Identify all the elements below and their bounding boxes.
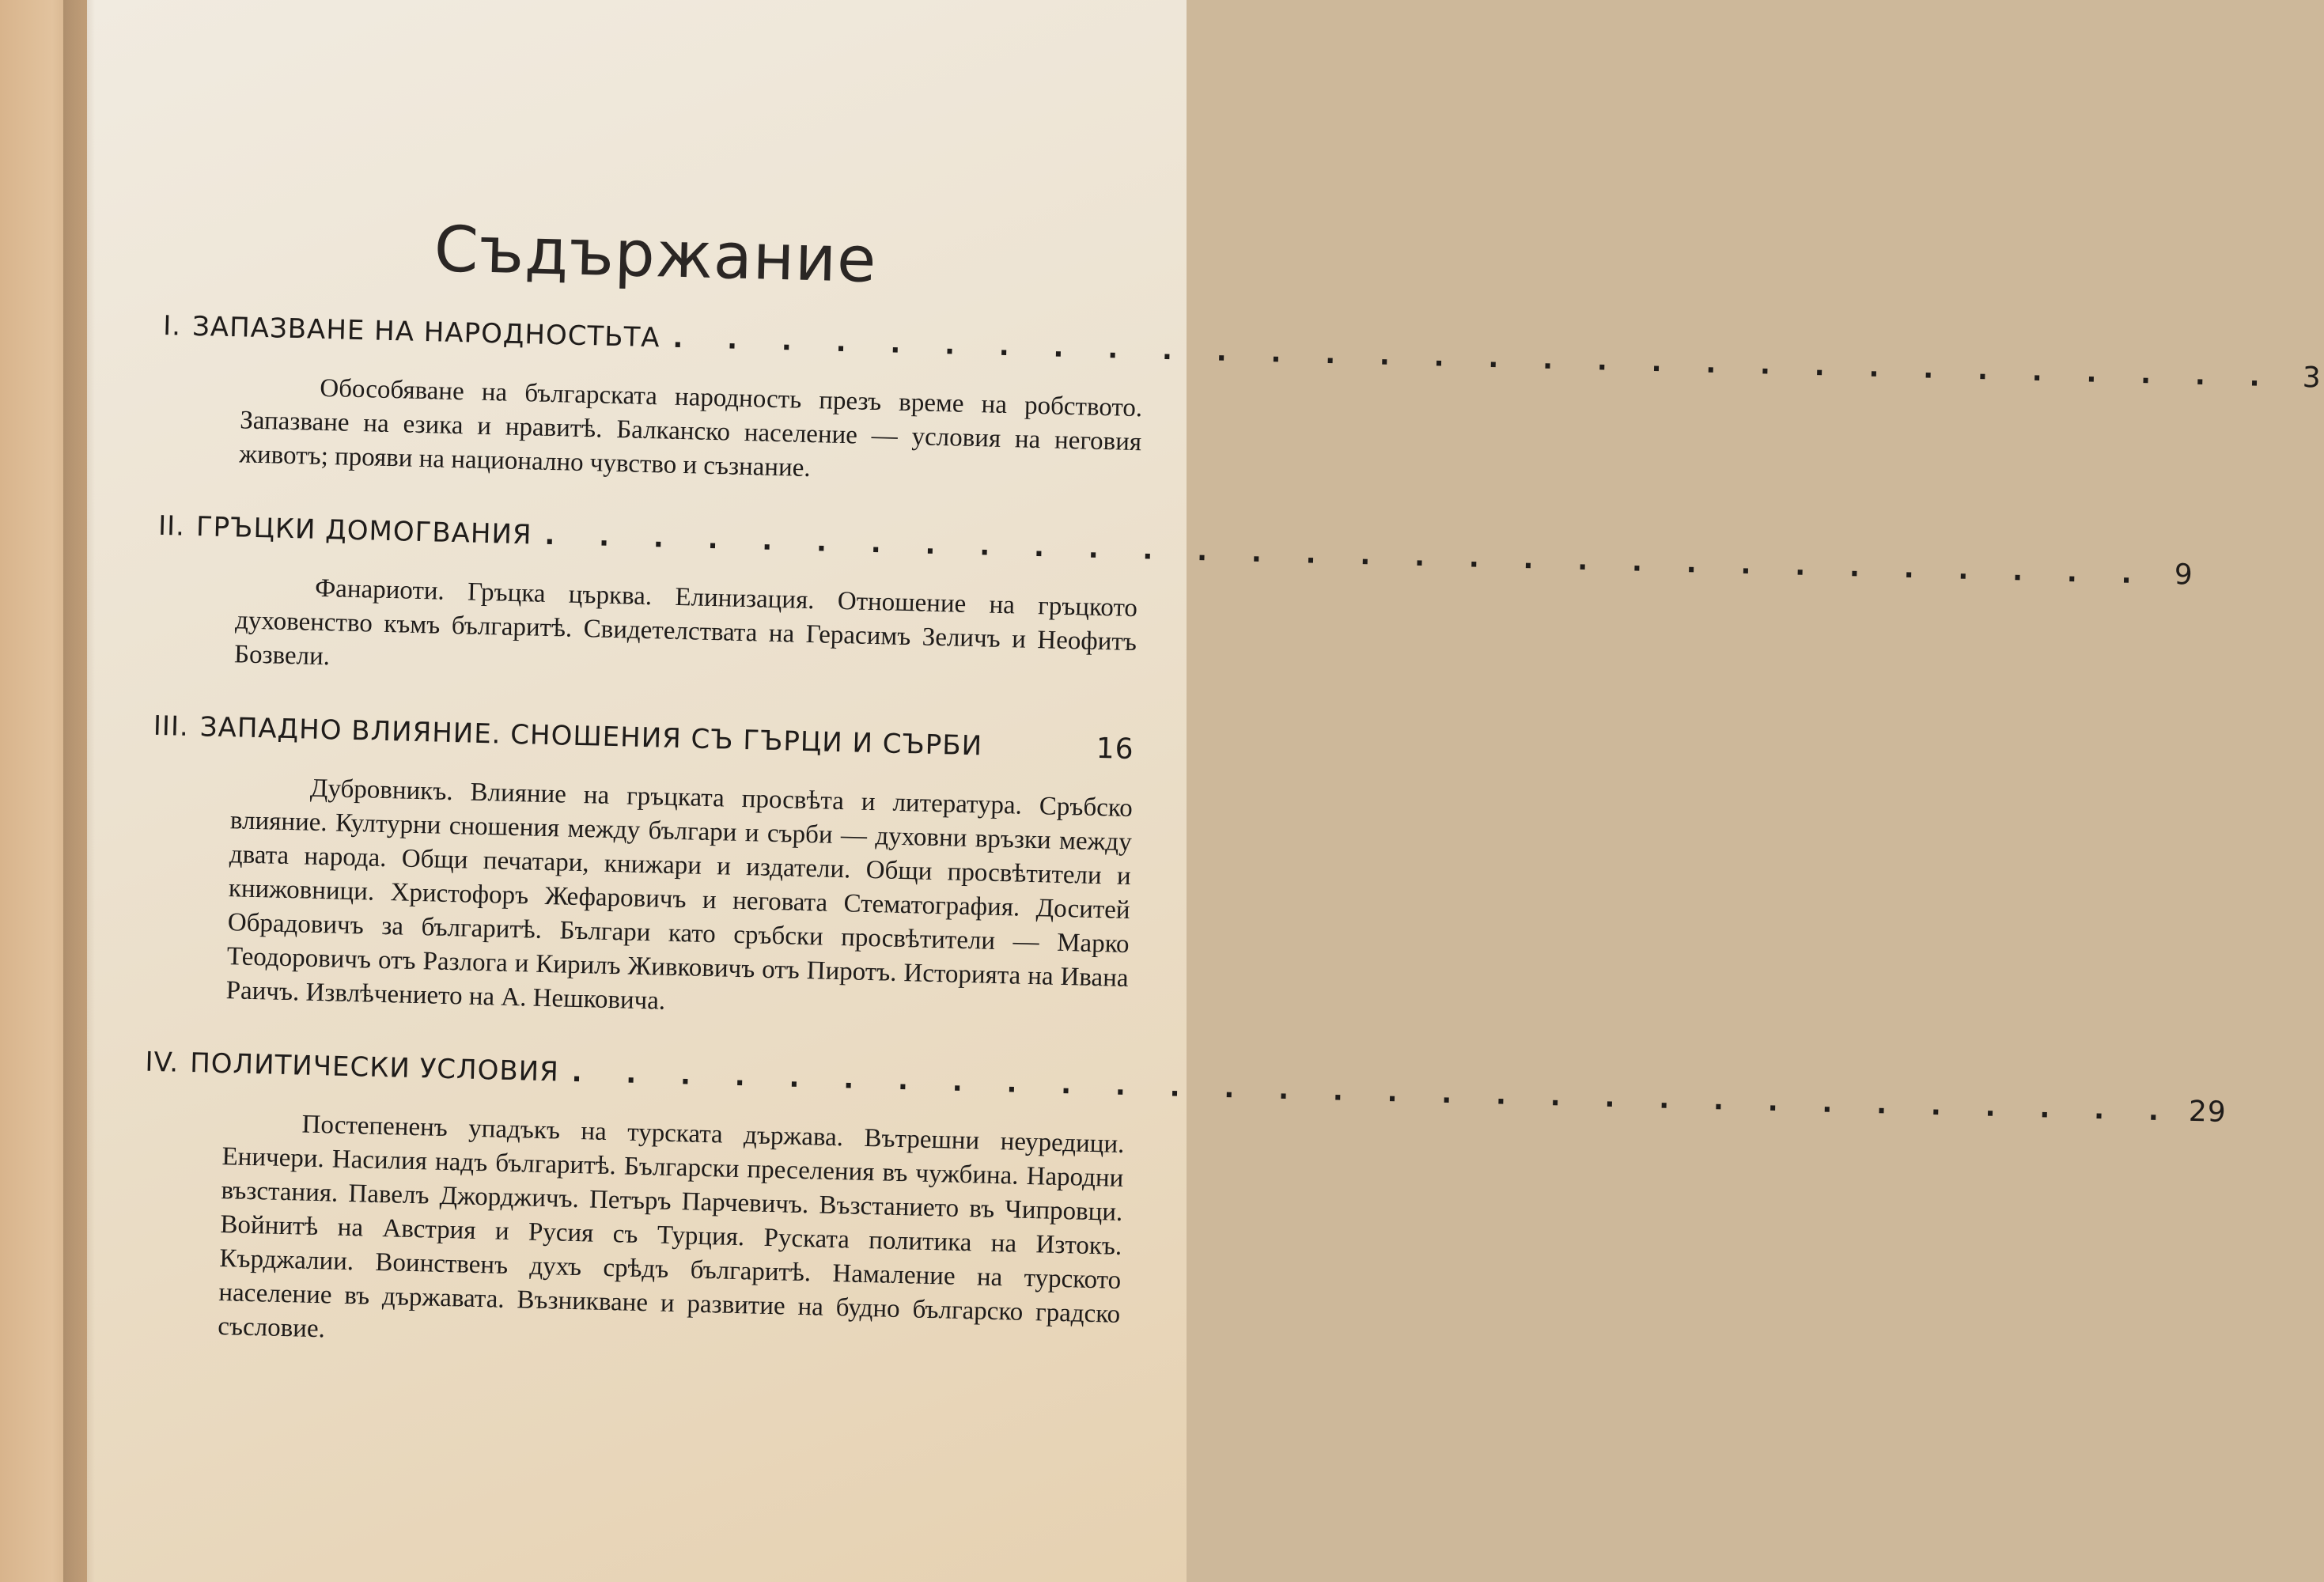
dot-leader: . . . . . . . . . . . . . . . . . . . . . . . . . . . . . . xyxy=(544,519,2150,591)
section-page-number: 29 xyxy=(2188,1095,2227,1129)
table-of-contents xyxy=(138,206,2322,1406)
toc-heading xyxy=(145,1046,2227,1129)
section-description: Обособяване на българската народность презъ време на робството. Запазване на езика и нравитѣ. Балканско население — условия на неговия животъ; прояви на национално чувство и съзнание. xyxy=(238,373,1143,483)
section-title: ПОЛИТИЧЕСКИ УСЛОВИЯ xyxy=(189,1047,560,1088)
section-page-number: 9 xyxy=(2174,558,2194,592)
section-number: I. xyxy=(162,309,182,343)
page-gutter-shadow xyxy=(63,0,95,1582)
toc-heading xyxy=(153,710,1134,766)
section-title: ЗАПАДНО ВЛИЯНИЕ. СНОШЕНИЯ СЪ ГЪРЦИ И СЪРБИ xyxy=(199,711,983,763)
dot-leader: . . . . . . . . . . . . . . . . . . . . . . . . . . . . . . xyxy=(571,1056,2177,1128)
toc-heading xyxy=(162,309,2322,395)
dot-leader xyxy=(995,755,1084,758)
book-page xyxy=(87,0,2322,1582)
section-number: IV. xyxy=(145,1046,180,1079)
section-description: Постепененъ упадъкъ на турската държава. Вътрешни неуредици. Еничери. Насилия надъ българитѣ. Български преселения въ чужбина. Народни възстания. Павелъ Джорджичъ. Петъръ Парчевичъ. Възстанието въ Чипровци. Войнитѣ на Австрия и Русия съ Турция. Руската политика на Изтокъ. Кърджалии. Воинственъ духъ срѣдъ българитѣ. Намаление на турското население въ държавата. Възникване и развитие на будно българско градско съсловие. xyxy=(217,1110,1125,1344)
toc-section-2 xyxy=(155,509,2194,694)
section-page-number: 3 xyxy=(2302,361,2322,395)
section-title: ГРЪЦКИ ДОМОГВАНИЯ xyxy=(195,511,533,551)
section-title: ЗАПАЗВАНЕ НА НАРОДНОСТЬТА xyxy=(191,310,661,354)
section-page-number: 16 xyxy=(1096,732,1135,766)
toc-section-1 xyxy=(160,309,2322,494)
section-description: Фанариоти. Гръцка църква. Елинизация. Отношение на гръцкото духовенство къмъ българитѣ. Свидетелствата на Герасимъ Зеличъ и Неофитъ Бозвели. xyxy=(233,573,1138,672)
section-number: II. xyxy=(157,509,186,543)
dot-leader: . . . . . . . . . . . . . . . . . . . . . . . . . . . . . . xyxy=(672,322,2278,394)
toc-section-4 xyxy=(138,1046,2227,1366)
toc-heading xyxy=(157,509,2194,592)
section-description: Дубровникъ. Влияние на гръцката просвѣта и литература. Сръбско влияние. Културни сношения между българи и сърби — духовни връзки между двата народа. Общи печатари, книжари и издатели. Общи просвѣтители и книжовници. Христофоръ Жефаровичъ и неговата Стематография. Доситей Обрадовичъ за българитѣ. Българи като сръбски просвѣтители — Марко Теодоровичъ отъ Разлога и Кирилъ Живковичъ отъ Пиротъ. Историята на Ивана Раичъ. Извлѣчението на А. Нешковича. xyxy=(225,774,1134,1016)
toc-section-3 xyxy=(146,710,1134,1030)
section-number: III. xyxy=(153,710,190,743)
page-title: Съдържание xyxy=(433,212,878,297)
